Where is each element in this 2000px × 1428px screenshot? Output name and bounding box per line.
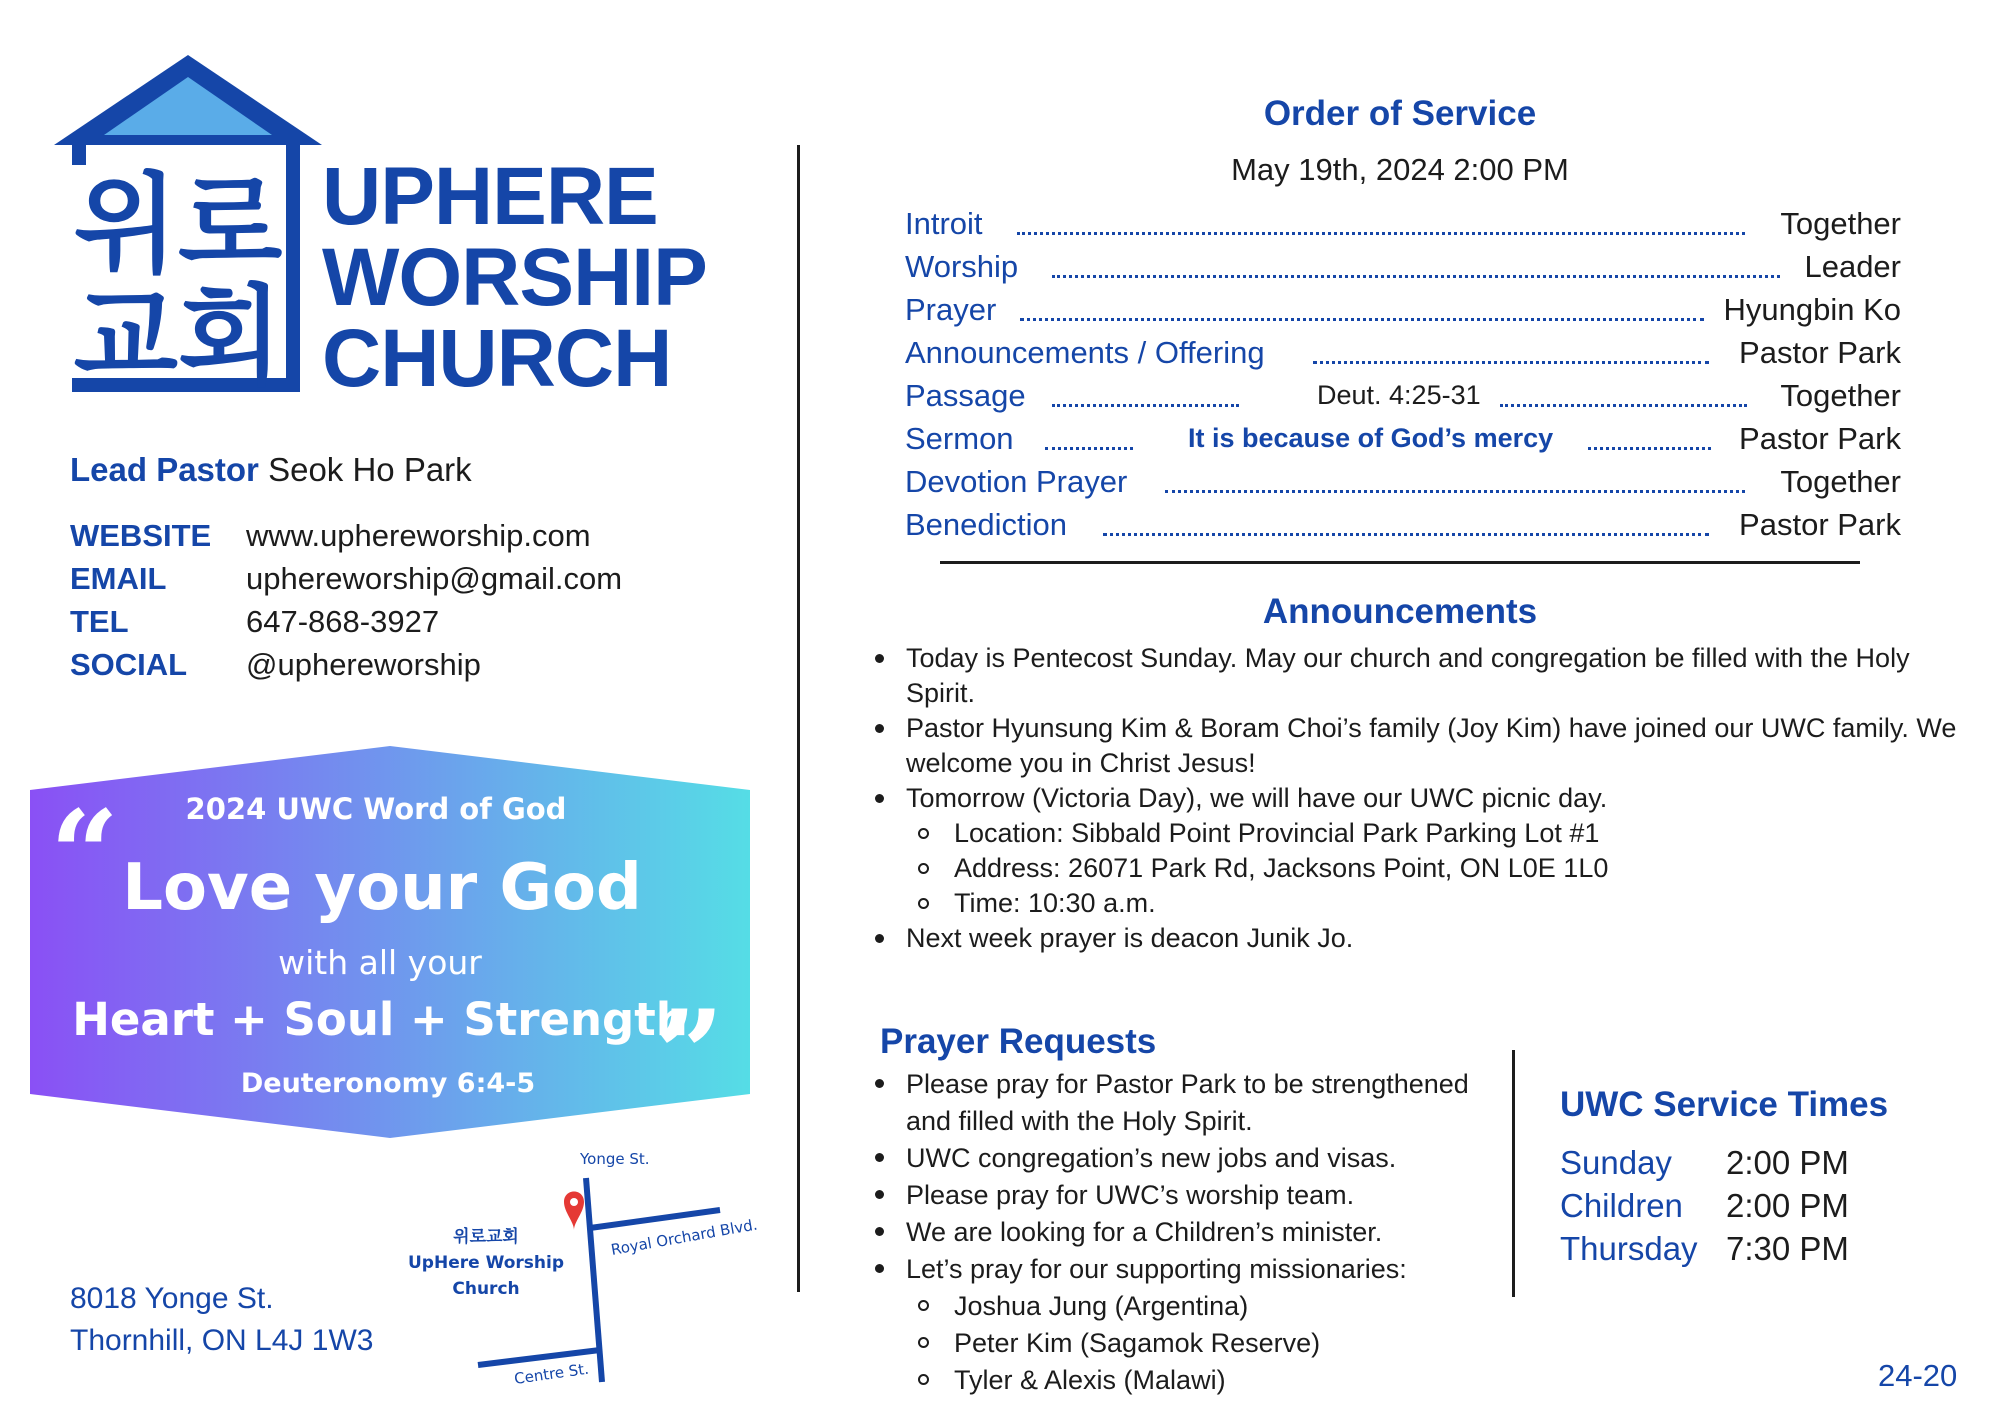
leader-dots [1052, 275, 1780, 278]
church-logo-mark [52, 52, 332, 392]
column-divider [797, 145, 800, 1292]
announcements-list [870, 641, 1960, 956]
order-item-label: Worship [905, 249, 1019, 284]
announcement-item: Today is Pentecost Sunday. May our church and congregation be filled with the Holy Spirit. [870, 641, 1960, 711]
service-time-sunday [1560, 1144, 1860, 1188]
order-item-worship [905, 249, 1901, 289]
location-map [400, 1140, 780, 1390]
leader-dots [1165, 490, 1745, 493]
prayer-request-item: Let’s pray for our supporting missionaries: Joshua Jung (Argentina) Peter Kim (Sagamok Reserve) Tyler & Alexis (Malawi) [870, 1251, 1470, 1399]
passage-reference: Deut. 4:25-31 [1317, 380, 1481, 410]
order-item-sermon [905, 421, 1901, 461]
map-street-yonge: Yonge St. [580, 1150, 650, 1168]
announcement-subitem: Location: Sibbald Point Provincial Park Parking Lot #1 [906, 816, 1960, 851]
order-item-who: Together [1780, 206, 1901, 241]
order-item-who: Together [1780, 378, 1901, 413]
service-time-children [1560, 1187, 1860, 1231]
order-item-who: Pastor Park [1739, 507, 1901, 542]
close-quote-icon: ” [655, 984, 725, 1125]
order-item-label: Benediction [905, 507, 1068, 542]
map-pin-icon [564, 1192, 584, 1231]
map-street-centre: Centre St. [513, 1359, 590, 1388]
order-item-passage [905, 378, 1901, 418]
verse-reference: Deuteronomy 6:4-5 [240, 1068, 536, 1099]
leader-dots [1045, 447, 1133, 450]
lead-pastor-name: Seok Ho Park [268, 451, 472, 488]
prayer-request-item: Please pray for UWC’s worship team. [870, 1177, 1470, 1214]
map-pin-label-korean: 위로교회 [453, 1227, 519, 1247]
verse-line-1: Love your God [122, 851, 642, 925]
announcement-item: Pastor Hyunsung Kim & Boram Choi’s family (Joy Kim) have joined our UWC family. We welcome you in Christ Jesus! [870, 711, 1960, 781]
order-item-prayer [905, 292, 1901, 332]
prayer-requests-title: Prayer Requests [880, 1022, 1157, 1061]
map-pin-label-2: Church [452, 1279, 520, 1299]
issue-number: 24-20 [1878, 1358, 1958, 1393]
order-item-who: Pastor Park [1739, 335, 1901, 370]
logo-korean-bottom: 교회 [73, 275, 283, 392]
leader-dots [1103, 533, 1709, 536]
announcements-title: Announcements [1262, 592, 1538, 631]
service-time: 2:00 PM [1726, 1187, 1849, 1224]
announcement-subitem: Address: 26071 Park Rd, Jacksons Point, ON L0E 1L0 [906, 851, 1960, 886]
order-of-service-title: Order of Service [1263, 94, 1537, 133]
order-item-introit [905, 206, 1901, 246]
prayer-request-item: We are looking for a Children’s minister. [870, 1214, 1470, 1251]
service-day: Sunday [1560, 1144, 1672, 1181]
order-item-who: Leader [1804, 249, 1901, 284]
verse-line-2: with all your [278, 943, 482, 982]
order-item-label: Devotion Prayer [905, 464, 1128, 499]
address-line-2: Thornhill, ON L4J 1W3 [70, 1324, 374, 1357]
verse-heading: 2024 UWC Word of God [185, 792, 567, 826]
leader-dots [1588, 447, 1711, 450]
prayer-requests-list [870, 1066, 1470, 1399]
prayer-divider [1512, 1050, 1515, 1297]
sermon-title: It is because of God’s mercy [1188, 423, 1554, 453]
verse-line-3: Heart + Soul + Strength [72, 993, 688, 1046]
service-day: Children [1560, 1187, 1683, 1224]
leader-dots [1020, 318, 1704, 321]
leader-dots [1500, 404, 1747, 407]
order-item-benediction [905, 507, 1901, 547]
missionary-item: Joshua Jung (Argentina) [906, 1288, 1470, 1325]
announcement-subitem: Time: 10:30 a.m. [906, 886, 1960, 921]
contact-website-label: WEBSITE [70, 518, 212, 553]
contact-email-label: EMAIL [70, 561, 167, 596]
open-quote-icon: “ [50, 784, 120, 925]
logo-name-line-2: WORSHIP [322, 232, 707, 323]
service-times-title: UWC Service Times [1560, 1085, 1889, 1124]
service-time: 2:00 PM [1726, 1144, 1849, 1181]
order-item-label: Announcements / Offering [905, 335, 1265, 370]
prayer-request-item: Please pray for Pastor Park to be strengthened and filled with the Holy Spirit. [870, 1066, 1470, 1140]
map-pin-label-1: UpHere Worship [408, 1253, 564, 1273]
service-time: 7:30 PM [1726, 1230, 1849, 1267]
contact-tel-label: TEL [70, 604, 129, 639]
order-item-who: Pastor Park [1739, 421, 1901, 456]
prayer-request-item: UWC congregation’s new jobs and visas. [870, 1140, 1470, 1177]
service-date: May 19th, 2024 2:00 PM [1231, 152, 1569, 187]
lead-pastor-role: Lead Pastor [70, 451, 259, 488]
announcement-item: Tomorrow (Victoria Day), we will have our UWC picnic day. Location: Sibbald Point Provincial Park Parking Lot #1 Address: 26071 Park Rd, Jacksons Point, ON L0E 1L0 Time: 10:30 a.m. [870, 781, 1960, 921]
order-item-announcements-offering [905, 335, 1901, 375]
order-divider [940, 561, 1860, 564]
leader-dots [1052, 404, 1239, 407]
order-item-who: Together [1780, 464, 1901, 499]
service-day: Thursday [1560, 1230, 1698, 1267]
map-street-royal-orchard: Royal Orchard Blvd. [609, 1215, 759, 1259]
contact-email-value[interactable]: uphereworship@gmail.com [246, 561, 623, 596]
order-item-who: Hyungbin Ko [1723, 292, 1901, 327]
service-time-thursday [1560, 1230, 1860, 1274]
order-item-label: Passage [905, 378, 1026, 413]
leader-dots [1017, 232, 1745, 235]
announcement-item: Next week prayer is deacon Junik Jo. [870, 921, 1960, 956]
leader-dots [1313, 361, 1709, 364]
missionary-item: Peter Kim (Sagamok Reserve) [906, 1325, 1470, 1362]
lead-pastor-line [70, 451, 472, 489]
order-item-label: Prayer [905, 292, 997, 327]
address-line-1: 8018 Yonge St. [70, 1282, 274, 1315]
order-item-label: Sermon [905, 421, 1014, 456]
order-item-devotion-prayer [905, 464, 1901, 504]
contact-website-value[interactable]: www.uphereworship.com [246, 518, 591, 553]
logo-korean-top: 위로 [73, 163, 283, 288]
contact-social-value[interactable]: @uphereworship [246, 647, 481, 682]
contact-tel-value[interactable]: 647-868-3927 [246, 604, 440, 639]
logo-name-line-3: CHURCH [322, 313, 672, 404]
contact-social-label: SOCIAL [70, 647, 188, 682]
missionary-item: Tyler & Alexis (Malawi) [906, 1362, 1470, 1399]
order-item-label: Introit [905, 206, 983, 241]
verse-banner [30, 746, 750, 1138]
logo-name-line-1: UPHERE [322, 151, 658, 242]
